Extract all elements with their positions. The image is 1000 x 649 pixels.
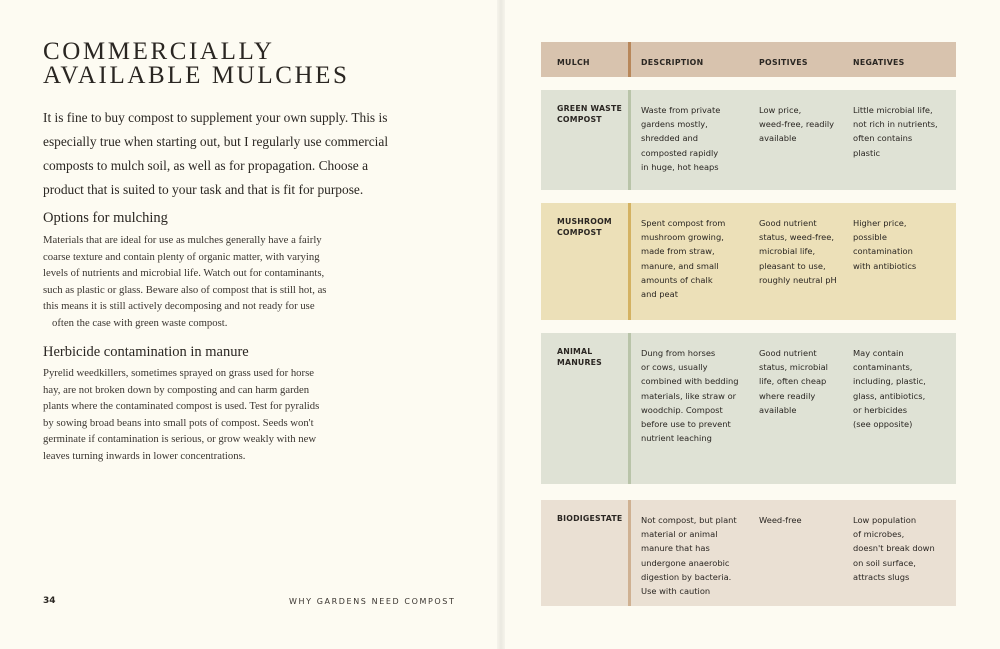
table-row [541,203,956,320]
cell-line: digestion by bacteria. [641,571,732,582]
title-line: AVAILABLE MULCHES [43,62,350,89]
cell-line: doesn't break down [853,543,935,554]
cell-positives [759,346,849,417]
cell-line: Not compost, but plant [641,515,737,525]
cell-line: MUSHROOM [557,217,612,226]
body-line: levels of nutrients and microbial life. Watch out for contaminants, [43,267,325,280]
cell-description [641,513,755,598]
cell-line: Little microbial life, [853,105,933,115]
intro-paragraph [43,106,393,202]
cell-line: BIODIGESTATE [557,514,623,523]
cell-mulch [557,513,637,524]
page-number: 34 [43,596,56,606]
cell-line: or herbicides [853,404,908,415]
cell-negatives [853,513,951,584]
cell-line: combined with bedding [641,376,739,387]
cell-line: available [759,133,797,144]
cell-line: where readily [759,390,816,401]
cell-negatives [853,216,951,273]
cell-line: Dung from horses [641,348,716,358]
table-row [541,90,956,190]
table-row [541,500,956,606]
cell-line: of microbes, [853,529,905,540]
header-divider [628,42,631,77]
cell-line: often contains [853,133,913,144]
header-negatives: NEGATIVES [853,58,905,67]
cell-line: status, microbial [759,362,828,373]
cell-line: in huge, hot heaps [641,161,719,172]
cell-line: composted rapidly [641,147,719,158]
cell-line: Good nutrient [759,348,817,358]
body-line: plants where the contaminated compost is used. Test for pyralids [43,400,320,413]
header-positives: POSITIVES [759,58,808,67]
section-heading-options: Options for mulching [43,210,168,226]
cell-line: possible [853,232,887,243]
cell-line: mushroom growing, [641,232,724,243]
cell-line: GREEN WASTE [557,104,623,113]
cell-line: (see opposite) [853,419,913,430]
body-line: hay, are not broken down by composting and can harm garden [43,383,310,396]
cell-line: nutrient leaching [641,433,712,444]
cell-line: ANIMAL [557,347,593,356]
body-line: by sowing broad beans into small pots of compost. Seeds won't [43,416,314,429]
section-body-options [43,232,373,332]
header-description: DESCRIPTION [641,58,704,67]
cell-line: status, weed-free, [759,232,835,243]
body-line: coarse texture and contain plenty of organic matter, with varying [43,250,320,263]
cell-line: MANURES [557,358,602,367]
cell-line: materials, like straw or [641,390,737,401]
body-line: Materials that are ideal for use as mulches generally have a fairly [43,234,322,246]
body-line: Pyrelid weedkillers, sometimes sprayed on grass used for horse [43,367,314,379]
cell-line: material or animal [641,529,718,540]
cell-line: COMPOST [557,115,602,124]
cell-line: weed-free, readily [759,119,835,130]
cell-negatives [853,103,951,160]
cell-mulch [557,346,637,368]
cell-line: on soil surface, [853,557,916,568]
cell-line: manure that has [641,543,710,554]
cell-description [641,346,755,445]
body-line: germinate if contamination is serious, or grow weakly with new [43,433,317,446]
cell-negatives [853,346,951,431]
intro-line: composts to mulch soil, as well as for propagation. Choose a [43,158,369,173]
section-body-herbicide [43,365,373,465]
cell-line: with antibiotics [853,260,917,271]
cell-mulch [557,216,637,238]
body-line: often the case with green waste compost. [52,316,228,329]
cell-line: including, plastic, [853,376,926,387]
cell-line: amounts of chalk [641,274,713,285]
cell-line: shredded and [641,133,699,144]
intro-line: product that is suited to your task and that is fit for purpose. [43,182,364,197]
cell-line: plastic [853,147,881,158]
cell-line: Low population [853,515,917,525]
cell-line: and peat [641,289,678,300]
cell-description [641,216,755,301]
cell-line: manure, and small [641,260,719,271]
running-head: WHY GARDENS NEED COMPOST [289,597,456,606]
cell-line: Waste from private [641,105,721,115]
cell-line: Higher price, [853,218,907,228]
cell-line: contaminants, [853,362,913,373]
cell-line: Use with caution [641,586,711,597]
cell-line: life, often cheap [759,376,827,387]
table-row [541,333,956,484]
page-title [43,40,463,88]
cell-line: Good nutrient [759,218,817,228]
cell-line: pleasant to use, [759,260,826,271]
cell-line: microbial life, [759,246,816,257]
body-line: this means it is still actively decomposing and not ready for use [43,300,315,313]
intro-line: especially true when starting out, but I regularly use commercial [43,134,389,149]
cell-line: contamination [853,246,913,257]
cell-mulch [557,103,637,125]
cell-line: not rich in nutrients, [853,119,938,130]
intro-line: It is fine to buy compost to supplement your own supply. This is [43,110,388,125]
cell-line: woodchip. Compost [641,404,723,415]
cell-line: gardens mostly, [641,119,708,130]
header-mulch: MULCH [557,58,590,67]
cell-line: attracts slugs [853,571,910,582]
body-line: such as plastic or glass. Beware also of compost that is still hot, as [43,283,327,296]
book-gutter [497,0,505,649]
cell-line: available [759,404,797,415]
cell-line: Weed-free [759,515,802,525]
title-line: COMMERCIALLY [43,38,275,65]
body-line: leaves turning inwards in lower concentrations. [43,449,246,462]
cell-line: made from straw, [641,246,715,257]
cell-line: before use to prevent [641,419,731,430]
cell-line: May contain [853,348,904,358]
cell-line: Low price, [759,105,802,115]
cell-positives [759,513,849,527]
section-heading-herbicide: Herbicide contamination in manure [43,344,249,360]
cell-line: roughly neutral pH [759,274,837,285]
cell-line: undergone anaerobic [641,557,730,568]
cell-positives [759,103,849,146]
cell-description [641,103,755,174]
table-header-row [541,42,956,77]
cell-positives [759,216,849,287]
cell-line: Spent compost from [641,218,726,228]
cell-line: COMPOST [557,228,602,237]
cell-line: or cows, usually [641,362,708,373]
cell-line: glass, antibiotics, [853,390,926,401]
